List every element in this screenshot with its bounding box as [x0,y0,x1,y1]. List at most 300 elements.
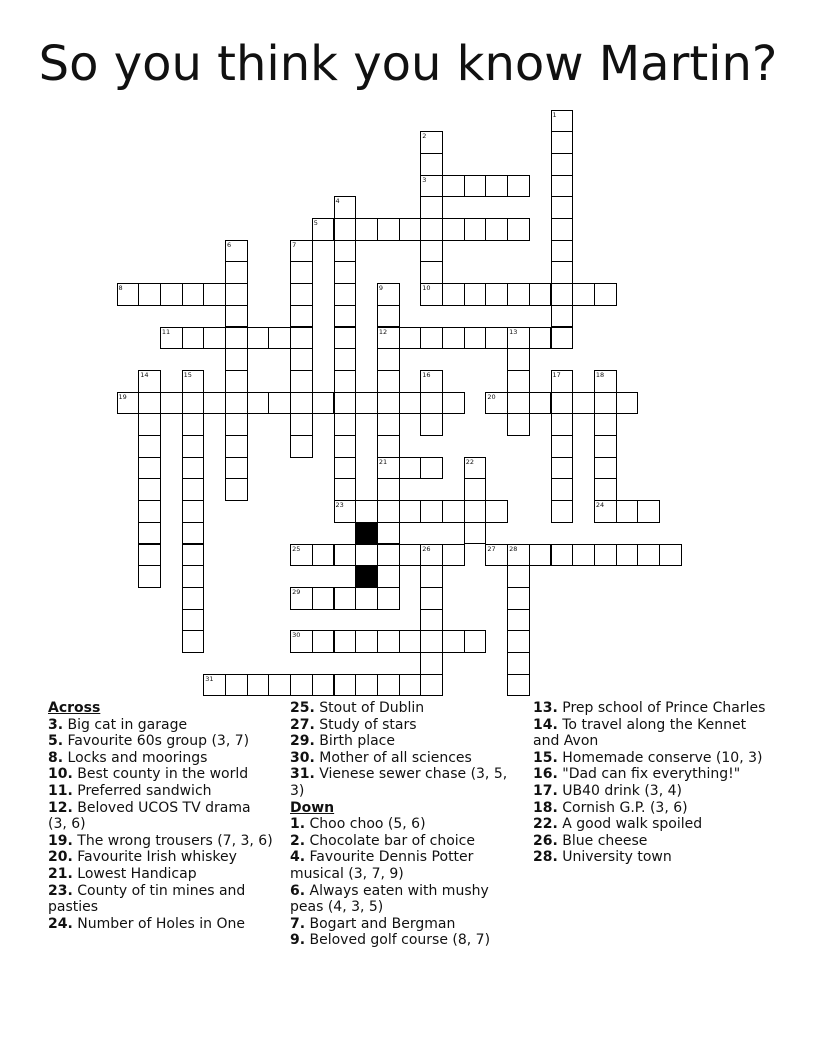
clue-text: A good walk spoiled [557,816,703,833]
clue-number-label: 3. [48,716,64,733]
down-clue [290,849,520,882]
grid-cell[interactable] [290,305,313,328]
grid-cell[interactable] [572,544,595,567]
grid-cell[interactable] [225,478,248,501]
grid-cell[interactable] [399,457,422,480]
clue-number-label: 22. [533,816,558,833]
grid-cell[interactable] [442,327,465,350]
clue-number-label: 6. [290,882,306,899]
clue-number-label: 7. [290,915,306,932]
grid-cell[interactable] [637,500,660,523]
across-clue [48,849,273,866]
grid-cell[interactable] [485,500,508,523]
clue-number: 27 [487,544,496,553]
clue-text: Bogart and Bergman [305,915,456,932]
grid-cell[interactable] [464,478,487,501]
grid-cell[interactable] [334,370,357,393]
grid-cell[interactable] [442,218,465,241]
clue-number-label: 1. [290,816,306,833]
grid-cell[interactable] [420,413,443,436]
clue-number: 10 [422,284,431,293]
clue-number: 18 [595,370,605,379]
down-clue [533,800,768,817]
grid-cell[interactable] [551,457,574,480]
grid-cell[interactable] [334,240,357,263]
clue-number-label: 5. [48,733,64,750]
grid-cell[interactable] [334,348,357,371]
clue-number: 14 [140,370,149,379]
grid-cell[interactable] [225,413,248,436]
grid-cell[interactable] [420,500,443,523]
grid-cell[interactable] [442,500,465,523]
clue-number-label: 18. [533,799,558,816]
grid-cell[interactable] [182,392,205,415]
grid-cell[interactable] [507,630,530,653]
grid-cell[interactable] [551,478,574,501]
grid-cell[interactable] [334,457,357,480]
grid-cell[interactable] [551,392,574,415]
across-clue [290,700,520,717]
grid-cell[interactable] [182,630,205,653]
clue-number: 21 [378,457,388,466]
clue-number-label: 20. [48,849,73,866]
grid-cell[interactable] [637,544,660,567]
grid-cell[interactable] [485,283,508,306]
across-list [48,717,273,933]
grid-cell[interactable] [268,392,291,415]
grid-cell[interactable] [334,413,357,436]
clue-text: Birth place [314,733,395,750]
clue-number-label: 15. [533,749,558,766]
grid-cell[interactable] [377,500,400,523]
clue-text: Lowest Handicap [72,865,197,882]
clue-text: Mother of all sciences [314,749,472,766]
clue-number: 26 [422,544,431,553]
grid-cell[interactable] [507,674,530,697]
grid-cell[interactable] [464,500,487,523]
grid-cell[interactable] [572,283,595,306]
clue-number-label: 31. [290,766,315,783]
clue-number: 29 [292,587,301,596]
grid-cell[interactable] [551,500,574,523]
grid-cell[interactable] [399,500,422,523]
grid-cell[interactable] [182,544,205,567]
grid-cell[interactable] [507,370,530,393]
grid-cell[interactable] [225,305,248,328]
clue-number-label: 11. [48,782,73,799]
grid-cell[interactable] [507,565,530,588]
grid-cell[interactable] [182,587,205,610]
across-heading: Across [48,700,101,716]
grid-cell[interactable] [551,261,574,284]
grid-cell[interactable] [551,240,574,263]
grid-cell[interactable] [377,435,400,458]
grid-cell[interactable] [551,327,574,350]
grid-cell[interactable] [182,478,205,501]
grid-cell[interactable] [420,153,443,176]
clue-text: Homemade conserve (10, 3) [557,749,763,766]
grid-cell[interactable] [377,674,400,697]
across-clue [48,750,273,767]
grid-cell[interactable] [594,457,617,480]
grid-cell[interactable] [290,327,313,350]
grid-cell[interactable] [203,392,226,415]
clue-number: 6 [227,240,232,249]
grid-cell[interactable] [225,392,248,415]
grid-cell[interactable] [551,435,574,458]
grid-cell[interactable] [182,565,205,588]
clue-number: 13 [509,327,518,336]
grid-cell[interactable] [594,392,617,415]
clue-number: 7 [292,240,297,249]
grid-cell[interactable] [290,283,313,306]
grid-cell[interactable] [442,544,465,567]
grid-cell[interactable] [377,413,400,436]
grid-cell[interactable] [420,587,443,610]
clue-text: Cornish G.P. (3, 6) [557,799,688,816]
grid-cell[interactable] [334,674,357,697]
grid-cell[interactable] [334,630,357,653]
grid-cell[interactable] [551,283,574,306]
grid-cell[interactable] [182,413,205,436]
grid-cell[interactable] [182,283,205,306]
down-clue [533,783,768,800]
grid-cell[interactable] [442,175,465,198]
clue-text: Vienese sewer chase (3, 5, 3) [290,766,508,799]
clue-number-label: 19. [48,832,73,849]
grid-cell[interactable] [355,392,378,415]
grid-cell[interactable] [594,283,617,306]
grid-cell[interactable] [420,327,443,350]
grid-cell[interactable] [616,392,639,415]
grid-cell[interactable] [334,435,357,458]
grid-cell[interactable] [399,392,422,415]
clue-number-label: 21. [48,865,73,882]
grid-cell[interactable] [507,652,530,675]
grid-cell[interactable] [420,609,443,632]
grid-cell[interactable] [529,283,552,306]
down-list [290,816,520,949]
grid-cell[interactable] [551,413,574,436]
clue-number: 20 [487,392,496,401]
grid-cell[interactable] [616,544,639,567]
clue-number: 24 [595,501,605,510]
clue-number-label: 16. [533,766,558,783]
grid-cell[interactable] [138,522,161,545]
clue-number-label: 4. [290,849,306,866]
across-clue [290,717,520,734]
grid-cell[interactable] [312,674,335,697]
grid-cell[interactable] [420,240,443,263]
grid-cell[interactable] [334,283,357,306]
grid-cell[interactable] [399,218,422,241]
grid-cell[interactable] [572,392,595,415]
grid-cell[interactable] [182,522,205,545]
grid-cell[interactable] [594,544,617,567]
clue-number-label: 30. [290,749,315,766]
down-clue [290,833,520,850]
grid-cell[interactable] [420,218,443,241]
grid-cell[interactable] [420,630,443,653]
grid-cell[interactable] [399,630,422,653]
grid-cell[interactable] [138,392,161,415]
grid-cell[interactable] [225,348,248,371]
grid-cell[interactable] [507,609,530,632]
grid-cell[interactable] [355,630,378,653]
clue-text: Beloved golf course (8, 7) [305,932,491,949]
clue-number: 31 [205,674,214,683]
grid-cell[interactable] [551,218,574,241]
grid-cell[interactable] [464,630,487,653]
grid-cell[interactable] [225,261,248,284]
grid-cell[interactable] [485,218,508,241]
grid-cell[interactable] [138,565,161,588]
grid-cell[interactable] [529,544,552,567]
grid-cell[interactable] [420,196,443,219]
grid-cell[interactable] [464,327,487,350]
grid-cell[interactable] [247,674,270,697]
grid-cell[interactable] [290,413,313,436]
clue-number-label: 26. [533,832,558,849]
clue-text: UB40 drink (3, 4) [557,782,682,799]
grid-cell[interactable] [594,435,617,458]
grid-cell[interactable] [225,283,248,306]
grid-cell[interactable] [616,500,639,523]
grid-cell[interactable] [464,522,487,545]
grid-cell[interactable] [377,370,400,393]
page-title: So you think you know Martin? [38,36,778,92]
grid-cell[interactable] [377,587,400,610]
grid-cell[interactable] [247,392,270,415]
clue-text: Preferred sandwich [72,782,212,799]
clue-column-2 [290,700,520,949]
grid-cell[interactable] [442,283,465,306]
grid-cell[interactable] [551,196,574,219]
grid-cell[interactable] [551,544,574,567]
grid-cell[interactable] [464,283,487,306]
grid-cell[interactable] [420,674,443,697]
grid-cell[interactable] [399,327,422,350]
grid-cell[interactable] [268,327,291,350]
down-clue [290,932,520,949]
grid-cell[interactable] [659,544,682,567]
clue-number: 19 [118,392,127,401]
across-clue [48,866,273,883]
down-clue [533,833,768,850]
grid-cell[interactable] [507,348,530,371]
clue-number-label: 9. [290,932,306,949]
clue-number: 23 [335,501,344,510]
grid-cell[interactable] [138,435,161,458]
across-clue [48,766,273,783]
grid-cell[interactable] [225,435,248,458]
grid-cell[interactable] [355,544,378,567]
grid-cell[interactable] [225,457,248,480]
down-clue [290,916,520,933]
grid-cell[interactable] [334,587,357,610]
grid-cell[interactable] [377,565,400,588]
clue-number-label: 27. [290,716,315,733]
grid-cell[interactable] [312,392,335,415]
grid-cell[interactable] [138,544,161,567]
grid-cell[interactable] [138,457,161,480]
grid-cell[interactable] [594,478,617,501]
clue-number-label: 24. [48,915,73,932]
clue-number-label: 10. [48,766,73,783]
clue-text: Chocolate bar of choice [305,832,475,849]
grid-cell[interactable] [420,457,443,480]
clue-text: Blue cheese [557,832,648,849]
grid-cell[interactable] [312,587,335,610]
grid-cell[interactable] [464,175,487,198]
grid-cell[interactable] [160,392,183,415]
grid-cell[interactable] [399,674,422,697]
grid-cell[interactable] [420,652,443,675]
clue-text: The wrong trousers (7, 3, 6) [72,832,273,849]
grid-cell[interactable] [442,630,465,653]
grid-cell[interactable] [507,283,530,306]
grid-cell[interactable] [551,305,574,328]
grid-cell[interactable] [377,544,400,567]
grid-cell[interactable] [225,327,248,350]
clue-column-3 [533,700,768,866]
across-clue [48,717,273,734]
grid-cell[interactable] [507,175,530,198]
grid-cell[interactable] [290,392,313,415]
grid-cell[interactable] [355,500,378,523]
grid-cell[interactable] [594,413,617,436]
clue-number: 22 [465,457,474,466]
grid-cell[interactable] [355,218,378,241]
grid-cell[interactable] [290,674,313,697]
grid-cell[interactable] [377,348,400,371]
grid-cell[interactable] [507,413,530,436]
grid-cell[interactable] [247,327,270,350]
grid-cell[interactable] [334,218,357,241]
grid-cell[interactable] [442,392,465,415]
grid-cell[interactable] [485,327,508,350]
grid-cell[interactable] [420,565,443,588]
grid-cell[interactable] [290,348,313,371]
clue-text: Study of stars [314,716,417,733]
down-list-continued [533,700,768,866]
clue-number: 17 [552,370,561,379]
grid-cell[interactable] [507,587,530,610]
grid-cell[interactable] [507,392,530,415]
clue-number: 15 [183,370,192,379]
across-list-continued [290,700,520,800]
clue-number-label: 23. [48,882,73,899]
grid-cell[interactable] [529,392,552,415]
clue-number: 25 [292,544,301,553]
clue-number: 9 [378,284,384,293]
grid-cell[interactable] [399,544,422,567]
grid-cell[interactable] [225,370,248,393]
grid-cell[interactable] [334,392,357,415]
grid-cell[interactable] [377,630,400,653]
clue-number-label: 25. [290,700,315,716]
across-clue [48,800,273,833]
grid-cell[interactable] [420,261,443,284]
grid-cell[interactable] [138,413,161,436]
grid-cell[interactable] [551,131,574,154]
down-clue [290,883,520,916]
grid-cell[interactable] [334,261,357,284]
grid-cell[interactable] [182,435,205,458]
clue-number-label: 12. [48,799,73,816]
grid-cell[interactable] [182,327,205,350]
clue-text: Favourite Dennis Potter musical (3, 7, 9) [290,849,474,882]
grid-cell[interactable] [420,392,443,415]
grid-cell[interactable] [312,630,335,653]
clue-text: "Dad can fix everything!" [557,766,741,783]
clue-text: University town [557,849,672,866]
grid-cell[interactable] [485,175,508,198]
clue-text: County of tin mines and pasties [48,882,246,916]
clue-text: Big cat in garage [63,716,188,733]
grid-block [355,522,378,545]
grid-cell[interactable] [290,261,313,284]
across-clue [48,783,273,800]
down-clue [533,849,768,866]
grid-cell[interactable] [225,674,248,697]
grid-cell[interactable] [203,327,226,350]
clue-number-label: 13. [533,700,558,716]
across-clue [290,766,520,799]
grid-cell[interactable] [377,218,400,241]
grid-cell[interactable] [334,478,357,501]
grid-cell[interactable] [529,327,552,350]
grid-cell[interactable] [312,544,335,567]
clue-number: 28 [509,544,518,553]
clue-text: Choo choo (5, 6) [305,816,426,833]
across-clue [48,833,273,850]
down-clue [533,700,768,717]
grid-cell[interactable] [551,175,574,198]
grid-cell[interactable] [160,283,183,306]
clue-number: 16 [422,370,431,379]
grid-cell[interactable] [355,587,378,610]
grid-cell[interactable] [138,478,161,501]
grid-cell[interactable] [551,153,574,176]
clue-text: Beloved UCOS TV drama (3, 6) [48,799,251,833]
grid-cell[interactable] [138,283,161,306]
clue-number-label: 17. [533,782,558,799]
grid-cell[interactable] [182,500,205,523]
grid-cell[interactable] [182,609,205,632]
grid-cell[interactable] [334,544,357,567]
grid-cell[interactable] [377,522,400,545]
grid-cell[interactable] [377,305,400,328]
grid-cell[interactable] [290,370,313,393]
grid-cell[interactable] [268,674,291,697]
down-clue [533,766,768,783]
grid-cell[interactable] [355,674,378,697]
grid-cell[interactable] [138,500,161,523]
clue-number: 11 [161,327,171,336]
grid-cell[interactable] [377,392,400,415]
grid-cell[interactable] [290,435,313,458]
grid-cell[interactable] [464,218,487,241]
clue-number-label: 8. [48,749,64,766]
grid-cell[interactable] [507,218,530,241]
grid-cell[interactable] [377,478,400,501]
grid-cell[interactable] [182,457,205,480]
clue-number: 2 [422,132,427,141]
grid-cell[interactable] [334,305,357,328]
grid-cell[interactable] [203,283,226,306]
grid-cell[interactable] [334,327,357,350]
